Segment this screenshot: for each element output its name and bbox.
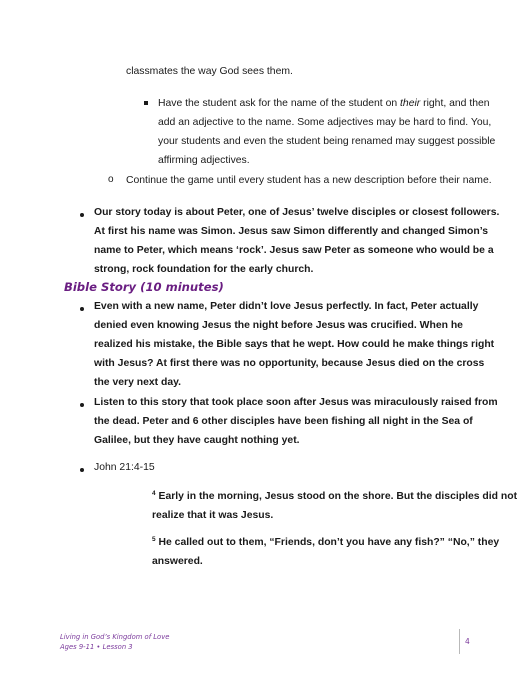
verse-number: 4: [152, 490, 156, 497]
verse-4-line-1: $^4$ Early in the morning, Jesus stood on the shore. But the disciples did not: [152, 490, 518, 502]
bullet-dot-icon: [80, 468, 84, 472]
bullet-dot-icon: [80, 403, 84, 407]
bullet-dot-icon: [80, 213, 84, 217]
story-intro-line: strong, rock foundation for the early church.: [94, 264, 314, 275]
bible-story-line: with Jesus? At first there was no opportunity, because Jesus died on the cross: [94, 358, 485, 369]
verse-5-line-2: answered.: [152, 556, 203, 567]
footer-divider: [459, 629, 460, 654]
page-number: 4: [465, 637, 470, 646]
story-intro-paragraph: [94, 203, 499, 279]
listen-line: Listen to this story that took place soon after Jesus was miraculously raised from: [94, 397, 498, 408]
verse-5-line-1: $^5$ He called out to them, “Friends, don’t you have any fish?” “No,” they: [152, 536, 500, 548]
bible-story-paragraph: [94, 297, 494, 392]
sub-bullet-line-4: affirming adjectives.: [158, 155, 250, 166]
continuation-text: classmates the way God sees them.: [126, 66, 293, 77]
square-bullet-icon: [144, 101, 148, 105]
sub-bullet-line-1: Have the student ask for the name of the student on their right, and then: [158, 98, 490, 109]
listen-line: Galilee, but they have caught nothing yet.: [94, 435, 300, 446]
bible-story-line: realized his mistake, the Bible says that he wept. How could he make things right: [94, 339, 495, 350]
bible-story-line: the very next day.: [94, 377, 182, 388]
section-heading: Bible Story (10 minutes): [64, 280, 224, 294]
verse-4: [152, 484, 517, 525]
verse-number: 5: [152, 536, 156, 543]
footer-course-title: Living in God’s Kingdom of Love: [60, 633, 170, 641]
scripture-reference: John 21:4-15: [94, 462, 155, 473]
story-intro-line: Our story today is about Peter, one of Jesus’ twelve disciples or closest followers.: [94, 207, 500, 218]
bible-story-line: Even with a new name, Peter didn’t love Jesus perfectly. In fact, Peter actually: [94, 301, 479, 312]
bullet-dot-icon: [80, 307, 84, 311]
listen-paragraph: [94, 393, 498, 450]
bible-story-line: denied even knowing Jesus the night before Jesus was crucified. When he: [94, 320, 463, 331]
listen-line: the dead. Peter and 6 other disciples have been fishing all night in the Sea of: [94, 416, 473, 427]
circle-bullet-icon: o: [108, 174, 114, 185]
sub-bullet-adjective-instructions: [158, 94, 495, 170]
continue-game-text: Continue the game until every student has a new description before their name.: [126, 175, 492, 186]
footer-lesson-info: Ages 9-11 • Lesson 3: [60, 643, 133, 651]
verse-4-line-2: realize that it was Jesus.: [152, 510, 274, 521]
story-intro-line: At first his name was Simon. Jesus saw Simon differently and changed Simon’s: [94, 226, 488, 237]
verse-5: [152, 530, 499, 571]
sub-bullet-line-2: add an adjective to the name. Some adjectives may be hard to find. You,: [158, 117, 492, 128]
sub-bullet-line-3: your students and even the student being renamed may suggest possible: [158, 136, 496, 147]
footer-course-info: [60, 632, 169, 652]
story-intro-line: name to Peter, which means ‘rock’. Jesus saw Peter as someone who would be a: [94, 245, 494, 256]
